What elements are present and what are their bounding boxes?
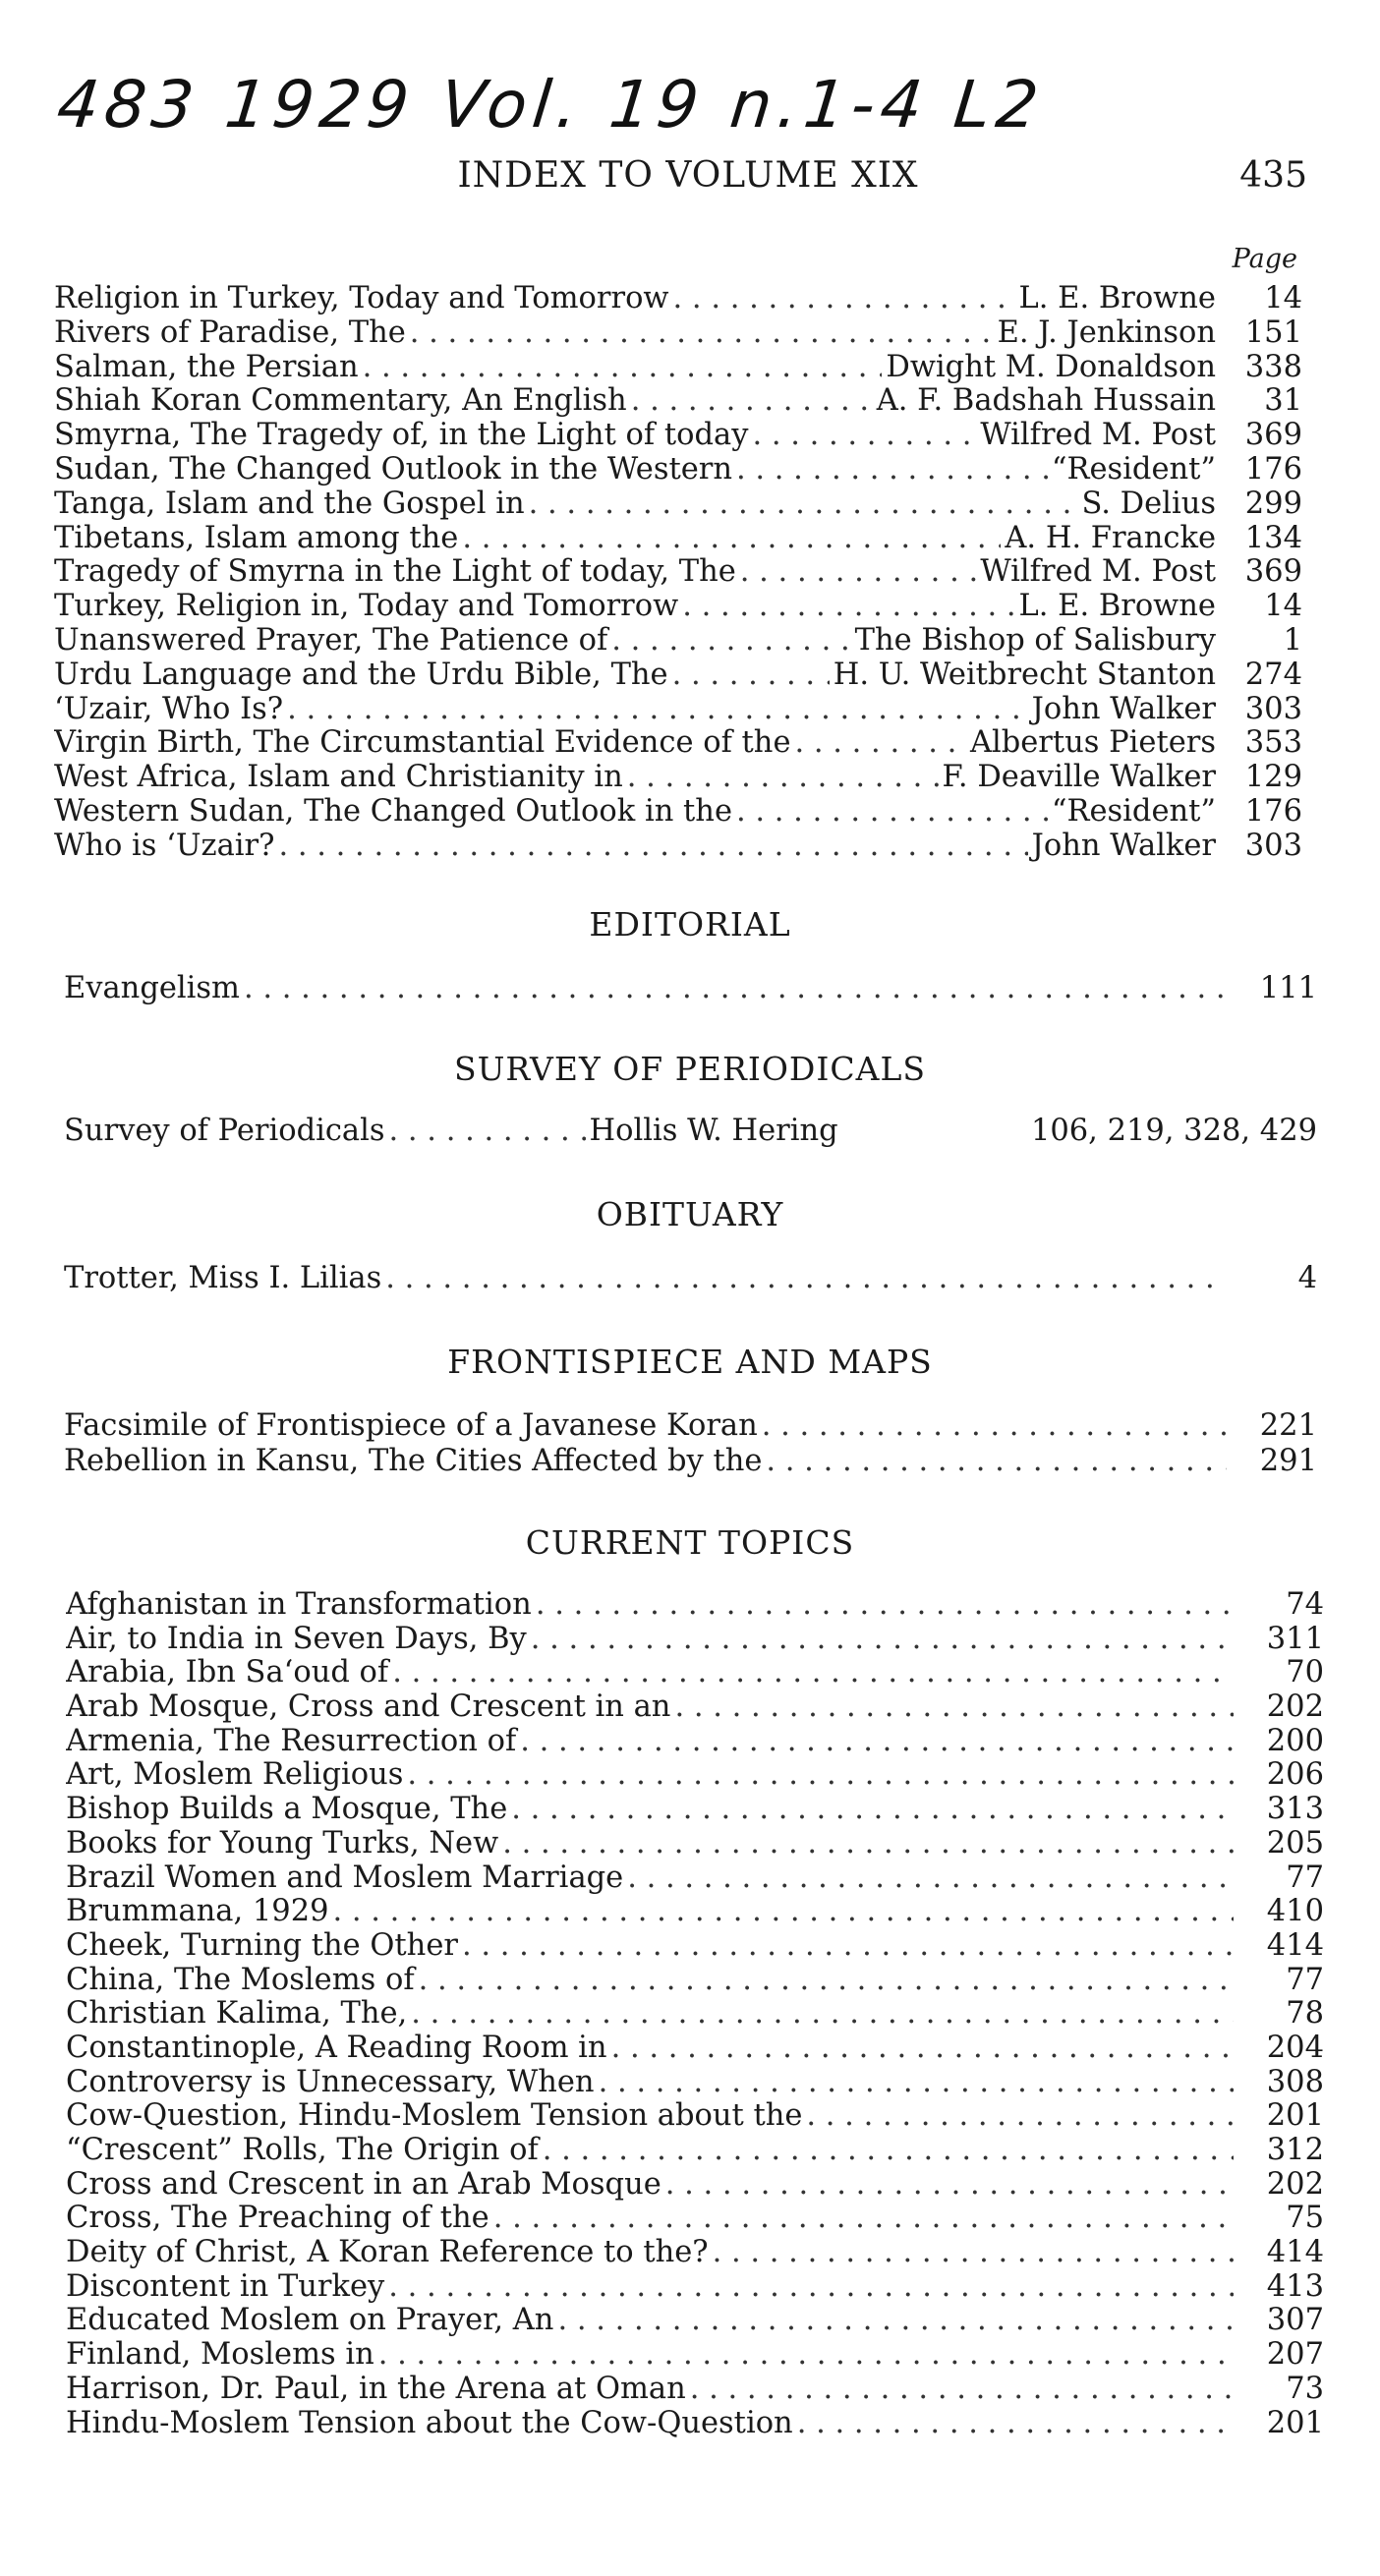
leader-dots: [682, 589, 1014, 623]
index-entry: [54, 760, 1302, 794]
leader-dots: [736, 452, 1048, 487]
entry-page: 31: [1264, 383, 1302, 419]
handwritten-catalog-note: 483 1929 Vol. 19 n.1-4 L2: [53, 67, 1048, 143]
entry-title: Survey of Periodicals: [64, 1114, 385, 1148]
entry-author: A. H. Francke: [1005, 520, 1216, 555]
entry-author: Albertus Pieters: [969, 725, 1216, 761]
entry-title: Rivers of Paradise, The: [54, 315, 406, 350]
entry-title: Smyrna, The Tragedy of, in the Light of today: [54, 418, 749, 452]
entry-page: 134: [1244, 520, 1302, 555]
entry-title: Deity of Christ, A Koran Reference to the?: [66, 2235, 709, 2269]
leader-dots: [389, 1114, 586, 1148]
entry-author: Dwight M. Donaldson: [886, 349, 1216, 384]
entry-title: Cheek, Turning the Other: [66, 1927, 458, 1963]
index-entry: [66, 2031, 1324, 2065]
entry-page: 291: [1259, 1444, 1317, 1478]
leader-dots: [557, 2303, 1234, 2337]
leader-dots: [363, 350, 883, 384]
index-entry: [66, 2098, 1324, 2133]
entry-page: 369: [1244, 418, 1302, 452]
entry-author: L. E. Browne: [1018, 589, 1216, 623]
entry-page: 313: [1266, 1792, 1324, 1826]
entry-page: 106, 219, 328, 429: [1030, 1114, 1317, 1148]
leader-dots: [392, 1655, 1234, 1689]
leader-dots: [674, 1689, 1234, 1724]
entry-page: 4: [1297, 1261, 1317, 1295]
entry-title: China, The Moslems of: [66, 1962, 415, 1997]
leader-dots: [407, 1757, 1234, 1792]
entry-author: Hollis W. Hering: [589, 1114, 838, 1148]
index-entry: [66, 1996, 1324, 2031]
entry-page: 78: [1286, 1996, 1324, 2031]
entry-page: 14: [1264, 589, 1302, 623]
leader-dots: [806, 2098, 1234, 2133]
index-entry: [66, 2065, 1324, 2099]
index-entry: [66, 1757, 1324, 1792]
entry-page: 77: [1286, 1860, 1324, 1895]
entry-page: 111: [1259, 971, 1317, 1005]
entry-title: Harrison, Dr. Paul, in the Arena at Oman: [66, 2371, 686, 2406]
entry-title: Arab Mosque, Cross and Crescent in an: [66, 1689, 671, 1724]
entry-page: 274: [1244, 657, 1302, 692]
entry-page: 307: [1266, 2303, 1324, 2338]
entry-title: Arabia, Ibn Sa‘oud of: [66, 1655, 389, 1690]
entry-author: John Walker: [1031, 691, 1216, 726]
entry-title: Religion in Turkey, Today and Tomorrow: [54, 281, 669, 315]
index-entry: [54, 418, 1302, 452]
index-entry: [64, 1261, 1317, 1296]
leader-dots: [462, 521, 1001, 555]
leader-dots: [385, 1261, 1227, 1295]
leader-dots: [766, 1444, 1227, 1478]
entry-title: Afghanistan in Transformation: [66, 1587, 532, 1622]
entry-page: 205: [1266, 1825, 1324, 1860]
index-entry: [66, 1860, 1324, 1895]
entry-title: Cow-Question, Hindu-Moslem Tension about the: [66, 2098, 803, 2133]
leader-dots: [740, 554, 977, 589]
index-entry: [54, 350, 1302, 384]
entry-page: 308: [1266, 2064, 1324, 2099]
index-entry: [54, 794, 1302, 829]
index-entry: [66, 1826, 1324, 1860]
index-entry: [54, 452, 1302, 487]
entry-page: 221: [1259, 1408, 1317, 1443]
entry-author: Wilfred M. Post: [980, 554, 1216, 590]
index-entry: [54, 487, 1302, 521]
index-entry: [66, 1894, 1324, 1928]
obituary-heading: OBITUARY: [596, 1195, 784, 1233]
index-entry: [54, 281, 1302, 315]
entry-author: S. Delius: [1081, 486, 1216, 521]
editorial-heading: EDITORIAL: [589, 905, 791, 944]
entry-page: 74: [1286, 1587, 1324, 1622]
entry-author: Wilfred M. Post: [980, 418, 1216, 452]
index-entry: [54, 829, 1302, 863]
entry-title: West Africa, Islam and Christianity in: [54, 760, 623, 794]
index-entry: [54, 589, 1302, 623]
index-entry: [66, 1963, 1324, 1997]
entry-title: Rebellion in Kansu, The Cities Affected by the: [64, 1444, 763, 1478]
index-entry: [66, 2372, 1324, 2406]
entry-page: 200: [1266, 1723, 1324, 1758]
entry-page: 202: [1266, 1689, 1324, 1724]
entry-title: “Crescent” Rolls, The Origin of: [66, 2133, 539, 2167]
entry-title: Books for Young Turks, New: [66, 1825, 499, 1860]
entry-title: Brummana, 1929: [66, 1894, 329, 1928]
entry-page: 338: [1244, 349, 1302, 384]
current-topics-heading: CURRENT TOPICS: [525, 1523, 855, 1562]
entry-title: Salman, the Persian: [54, 349, 359, 384]
leader-dots: [713, 2235, 1234, 2269]
entry-title: Cross, The Preaching of the: [66, 2201, 489, 2236]
index-entry: [66, 2167, 1324, 2202]
entry-title: Who is ‘Uzair?: [54, 828, 275, 863]
index-entry: [66, 2201, 1324, 2235]
leader-dots: [244, 971, 1227, 1005]
entry-page: 353: [1244, 725, 1302, 761]
entry-page: 413: [1266, 2268, 1324, 2304]
index-entry: [64, 1444, 1317, 1479]
leader-dots: [673, 281, 1015, 315]
entry-page: 73: [1286, 2371, 1324, 2406]
entry-page: 14: [1264, 281, 1302, 315]
entry-page: 369: [1244, 554, 1302, 590]
index-entry: [66, 1792, 1324, 1826]
entry-page: 176: [1244, 451, 1302, 487]
leader-dots: [520, 1724, 1234, 1758]
leader-dots: [665, 2167, 1234, 2202]
leader-dots: [411, 1996, 1234, 2031]
index-entry: [54, 315, 1302, 350]
leader-dots: [410, 315, 994, 350]
entry-page: 303: [1244, 828, 1302, 863]
leader-dots: [672, 658, 830, 692]
entry-page: 414: [1266, 2235, 1324, 2269]
index-entry: [66, 1928, 1324, 1963]
entry-title: Western Sudan, The Changed Outlook in the: [54, 793, 733, 829]
entry-author: H. U. Weitbrecht Stanton: [833, 657, 1216, 692]
page-header: [59, 155, 1317, 204]
entry-page: 201: [1266, 2098, 1324, 2133]
entry-page: 206: [1266, 1757, 1324, 1793]
leader-dots: [378, 2337, 1234, 2372]
leader-dots: [502, 1826, 1234, 1860]
leader-dots: [599, 2065, 1234, 2099]
entry-page: 299: [1244, 486, 1302, 521]
index-entry: [66, 2303, 1324, 2337]
leader-dots: [690, 2372, 1234, 2406]
index-entry: [64, 1408, 1317, 1444]
frontispiece-heading: FRONTISPIECE AND MAPS: [447, 1343, 933, 1381]
entry-page: 204: [1266, 2030, 1324, 2065]
leader-dots: [536, 1587, 1234, 1622]
entry-title: Shiah Koran Commentary, An English: [54, 383, 627, 419]
article-index-list: [54, 281, 1302, 863]
entry-page: 70: [1286, 1655, 1324, 1690]
survey-list: [64, 1114, 1317, 1149]
entry-page: 176: [1244, 793, 1302, 829]
leader-dots: [611, 623, 850, 658]
entry-author: “Resident”: [1051, 451, 1216, 487]
entry-title: Hindu-Moslem Tension about the Cow-Question: [66, 2405, 793, 2440]
index-entry: [54, 554, 1302, 589]
entry-page: 1: [1283, 622, 1302, 658]
index-entry: [54, 383, 1302, 418]
entry-author: The Bishop of Salisbury: [854, 622, 1216, 658]
entry-page: 303: [1244, 691, 1302, 726]
entry-page: 129: [1244, 760, 1302, 794]
index-entry: [54, 692, 1302, 726]
leader-dots: [631, 383, 873, 418]
index-entry: [66, 1655, 1324, 1689]
entry-title: Constantinople, A Reading Room in: [66, 2030, 607, 2065]
page-number: 435: [1239, 155, 1307, 196]
entry-page: 77: [1286, 1962, 1324, 1997]
survey-heading: SURVEY OF PERIODICALS: [453, 1050, 927, 1088]
entry-title: Armenia, The Resurrection of: [66, 1723, 517, 1758]
entry-title: ‘Uzair, Who Is?: [54, 691, 284, 726]
frontispiece-list: [64, 1408, 1317, 1479]
entry-page: 201: [1266, 2405, 1324, 2440]
entry-title: Turkey, Religion in, Today and Tomorrow: [54, 589, 679, 623]
leader-dots: [627, 760, 939, 794]
entry-page: 75: [1286, 2201, 1324, 2236]
entry-page: 414: [1266, 1927, 1324, 1963]
leader-dots: [543, 2133, 1234, 2167]
index-entry: [66, 1724, 1324, 1758]
index-entry: [54, 658, 1302, 692]
index-entry: [54, 623, 1302, 658]
entry-title: Cross and Crescent in an Arab Mosque: [66, 2166, 661, 2202]
index-entry: [66, 2406, 1324, 2440]
index-entry: [66, 2133, 1324, 2167]
entry-page: 311: [1266, 1621, 1324, 1656]
index-entry: [66, 2235, 1324, 2269]
entry-title: Finland, Moslems in: [66, 2337, 374, 2372]
page-title: INDEX TO VOLUME XIX: [457, 155, 919, 196]
index-entry: [54, 521, 1302, 555]
entry-title: Christian Kalima, The,: [66, 1996, 408, 2031]
index-entry: [54, 725, 1302, 760]
index-entry: [64, 971, 1317, 1006]
entry-page: 151: [1244, 315, 1302, 350]
leader-dots: [511, 1792, 1234, 1826]
entry-title: Art, Moslem Religious: [66, 1757, 404, 1793]
entry-title: Air, to India in Seven Days, By: [66, 1621, 527, 1656]
entry-title: Tanga, Islam and the Gospel in: [54, 486, 525, 521]
index-entry: [66, 2269, 1324, 2304]
entry-title: Discontent in Turkey: [66, 2268, 385, 2304]
entry-title: Educated Moslem on Prayer, An: [66, 2303, 554, 2338]
leader-dots: [333, 1894, 1234, 1928]
leader-dots: [627, 1860, 1234, 1895]
leader-dots: [531, 1622, 1234, 1656]
leader-dots: [462, 1928, 1234, 1963]
entry-title: Trotter, Miss I. Lilias: [64, 1261, 382, 1295]
leader-dots: [493, 2201, 1234, 2235]
index-entry: [66, 2337, 1324, 2372]
leader-dots: [388, 2269, 1234, 2304]
entry-author: A. F. Badshah Hussain: [876, 383, 1216, 419]
entry-page: 410: [1266, 1894, 1324, 1928]
leader-dots: [736, 794, 1048, 829]
index-entry: [66, 1587, 1324, 1622]
entry-title: Virgin Birth, The Circumstantial Evidence of the: [54, 725, 791, 761]
entry-title: Tragedy of Smyrna in the Light of today, The: [54, 554, 736, 590]
entry-author: “Resident”: [1051, 793, 1216, 829]
leader-dots: [611, 2031, 1234, 2065]
entry-title: Facsimile of Frontispiece of a Javanese Koran: [64, 1408, 758, 1443]
obituary-list: [64, 1261, 1317, 1296]
entry-title: Brazil Women and Moslem Marriage: [66, 1860, 624, 1895]
entry-title: Controversy is Unnecessary, When: [66, 2064, 595, 2099]
entry-title: Bishop Builds a Mosque, The: [66, 1792, 508, 1826]
entry-title: Tibetans, Islam among the: [54, 520, 459, 555]
editorial-list: [64, 971, 1317, 1006]
entry-title: Evangelism: [64, 971, 240, 1005]
page-column-label: Page: [1232, 244, 1297, 274]
index-entry: [66, 1622, 1324, 1656]
entry-author: E. J. Jenkinson: [997, 315, 1216, 350]
leader-dots: [795, 725, 966, 760]
entry-title: Sudan, The Changed Outlook in the Western: [54, 451, 733, 487]
leader-dots: [762, 1408, 1227, 1443]
entry-author: John Walker: [1031, 828, 1216, 863]
leader-dots: [529, 487, 1078, 521]
index-entry: [64, 1114, 1317, 1149]
leader-dots: [752, 418, 976, 452]
entry-author: F. Deaville Walker: [942, 760, 1216, 794]
entry-author: L. E. Browne: [1018, 281, 1216, 315]
entry-title: Urdu Language and the Urdu Bible, The: [54, 657, 668, 692]
current-topics-list: [66, 1587, 1324, 2439]
entry-page: 202: [1266, 2166, 1324, 2202]
leader-dots: [797, 2406, 1234, 2440]
entry-title: Unanswered Prayer, The Patience of: [54, 622, 608, 658]
leader-dots: [419, 1963, 1234, 1997]
index-entry: [66, 1689, 1324, 1724]
entry-page: 207: [1266, 2337, 1324, 2372]
leader-dots: [279, 829, 1028, 863]
entry-page: 312: [1266, 2133, 1324, 2167]
leader-dots: [287, 692, 1028, 726]
